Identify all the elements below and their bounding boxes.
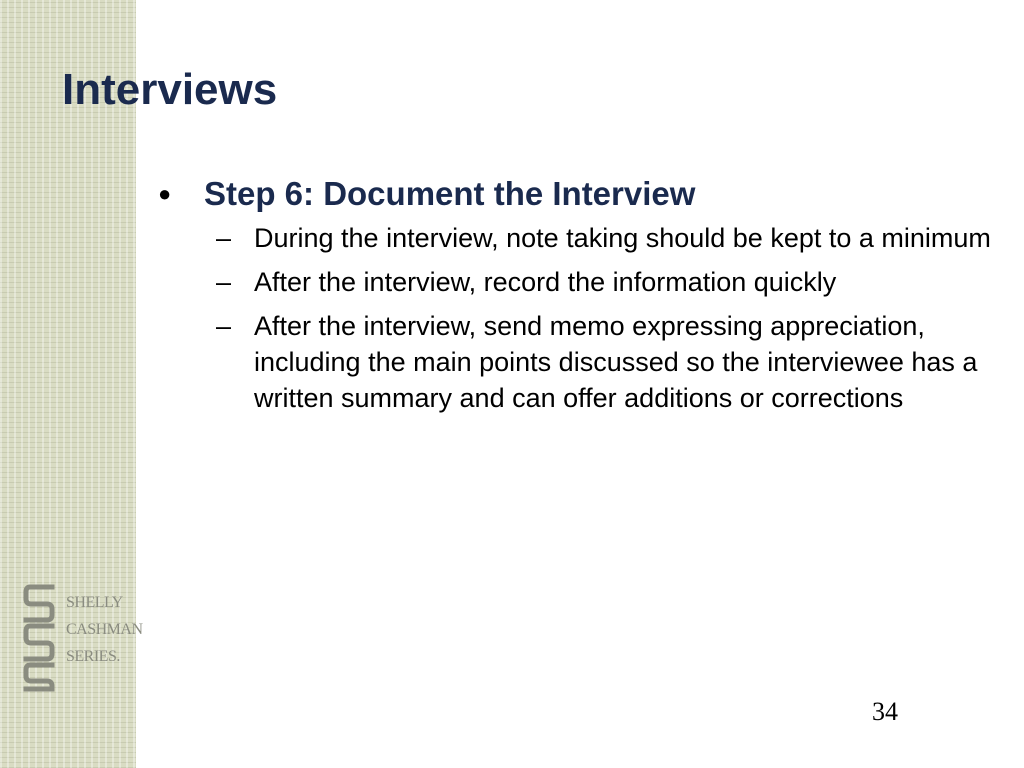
subpoint-text: After the interview, record the information quickly	[254, 267, 837, 297]
dash-icon: –	[216, 311, 232, 341]
subpoint-item	[214, 264, 1002, 300]
shelly-cashman-logo	[22, 583, 143, 693]
dash-icon: –	[216, 223, 232, 253]
slide-title: Interviews	[62, 65, 278, 114]
dash-icon: –	[216, 267, 232, 297]
main-bullet	[152, 172, 1002, 216]
subpoint-text: After the interview, send memo expressing appreciation, including the main points discussed so the interviewee has a written summary and can offer additions or corrections	[254, 311, 978, 413]
logo-wordmark	[66, 589, 143, 670]
logo-mark-icon	[22, 583, 56, 693]
slide-content	[152, 172, 1002, 424]
subpoint-item	[214, 220, 1002, 256]
bullet-dot-icon: ●	[158, 181, 172, 206]
logo-line: CASHMAN	[66, 621, 143, 638]
page-number: 34	[872, 697, 898, 726]
subpoint-text: During the interview, note taking should be kept to a minimum	[254, 223, 991, 253]
subpoint-list	[152, 220, 1002, 416]
subpoint-item	[214, 308, 1002, 416]
bullet-heading: Step 6: Document the Interview	[204, 175, 696, 212]
logo-line: SHELLY	[66, 594, 123, 611]
logo-line: SERIES.	[66, 648, 120, 665]
